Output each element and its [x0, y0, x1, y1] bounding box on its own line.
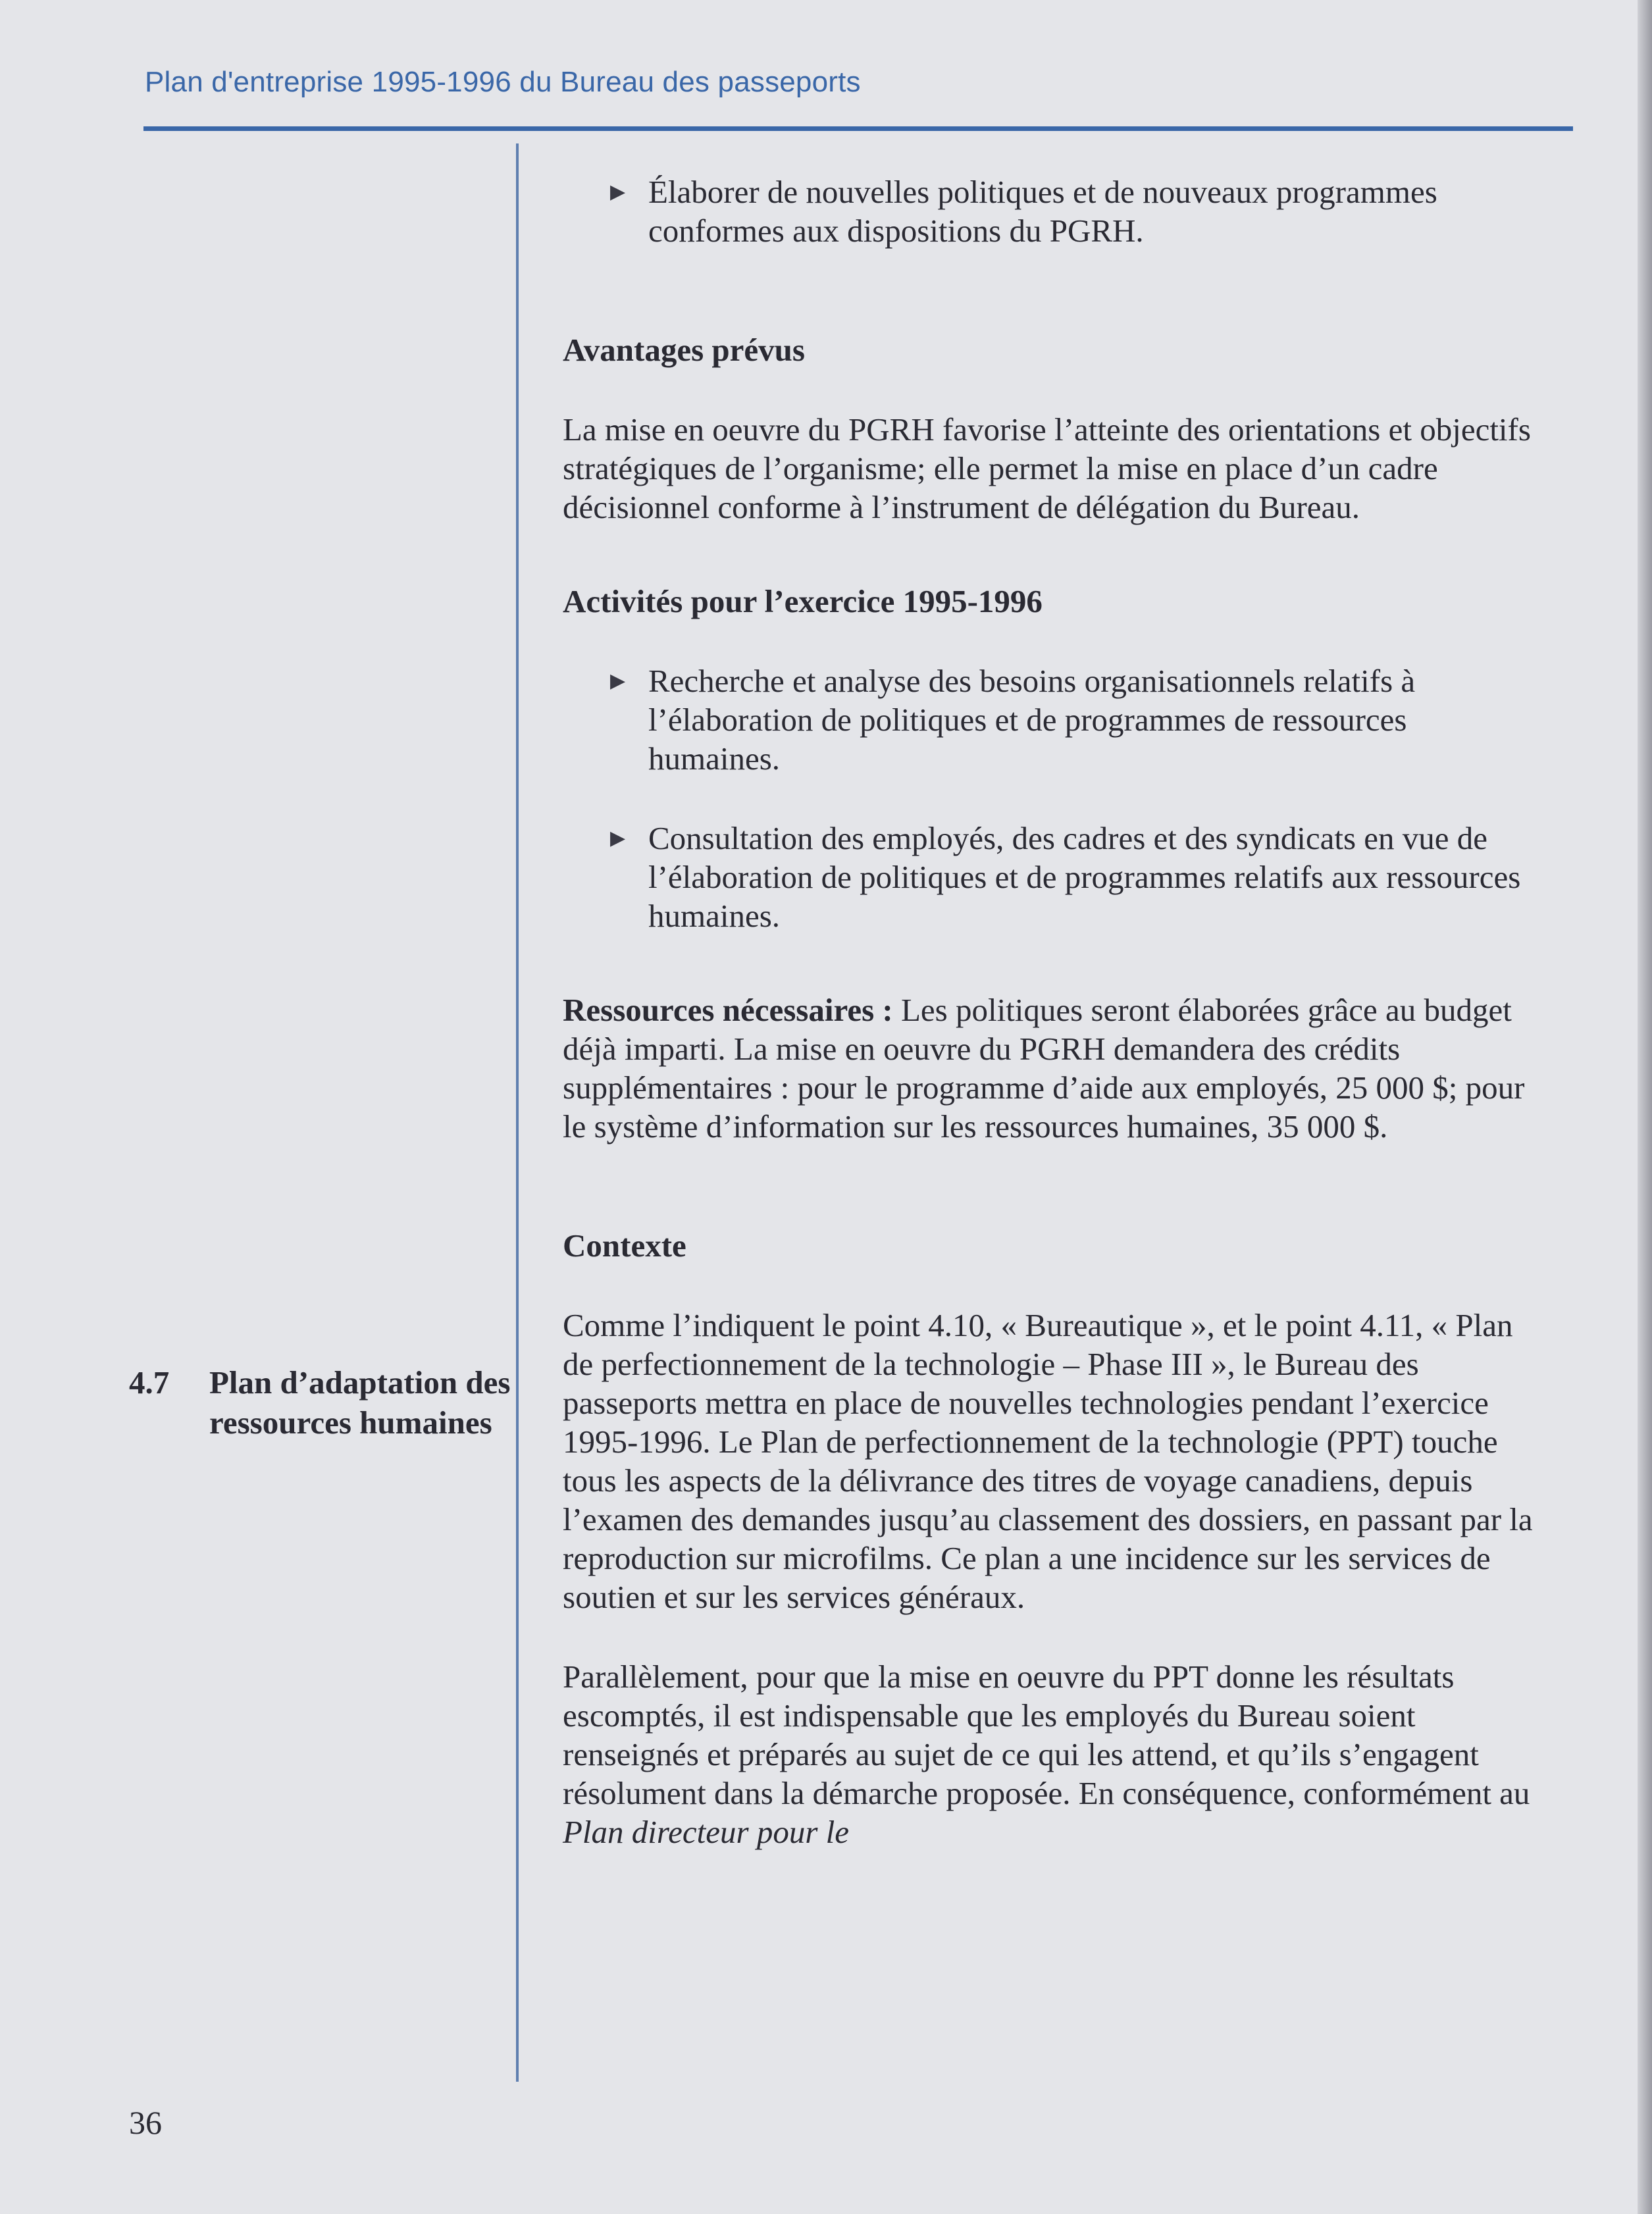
resources-text: Les politiques seront élaborées grâce au budget déjà imparti. La mise en oeuvre du PGRH demandera des crédits supplémentaires : pour le programme d’aide aux employés, 25 000 $; pour le système d’information sur les ressources humaines, 35 000 $.	[563, 992, 1525, 1145]
main-column	[563, 172, 1534, 1851]
context-paragraph: Comme l’indiquent le point 4.10, « Bureautique », et le point 4.11, « Plan de perfectionnement de la technologie – Phase III », le Bureau des passeports mettra en place de nouvelles technologies pendant l’exercice 1995-1996. Le Plan de perfectionnement de la technologie (PPT) touche tous les aspects de la délivrance des titres de voyage canadiens, depuis l’examen des demandes jusqu’au classement des dossiers, en passant par la reproduction sur microfilms. Ce plan a une incidence sur les services de soutien et sur les services généraux.	[563, 1307, 1533, 1615]
triangle-bullet-icon: ▶	[610, 670, 626, 692]
triangle-bullet-icon: ▶	[610, 181, 626, 203]
parallel-text: Parallèlement, pour que la mise en oeuvre du PPT donne les résultats escomptés, il est indispensable que les employés du Bureau soient renseignés et préparés au sujet de ce qui les attend, et qu’ils s’engagent résolument dans la démarche proposée. En conséquence, conformément au	[563, 1659, 1530, 1811]
intro-bullet	[563, 172, 1534, 250]
column-divider	[516, 143, 519, 2082]
triangle-bullet-icon: ▶	[610, 827, 626, 849]
parallel-italic-text: Plan directeur pour le	[563, 1814, 850, 1850]
page-number: 36	[129, 2104, 162, 2141]
running-header-title: Plan d'entreprise 1995-1996 du Bureau des passeports	[145, 66, 861, 98]
intro-bullet-text: Élaborer de nouvelles politiques et de nouveaux programmes conformes aux dispositions du PGRH.	[648, 174, 1437, 249]
parallel-paragraph	[563, 1657, 1534, 1851]
section-number: 4.7	[129, 1364, 170, 1401]
section-title: Plan d’adaptation des ressources humaines	[209, 1364, 511, 1441]
activities-heading: Activités pour l’exercice 1995-1996	[563, 583, 1043, 619]
activity-item-text: Recherche et analyse des besoins organisationnels relatifs à l’élaboration de politiques et de programmes de ressources humaines.	[648, 663, 1416, 777]
activity-item	[563, 661, 1534, 778]
resources-label: Ressources nécessaires :	[563, 992, 893, 1028]
page-edge-shadow	[1638, 0, 1652, 2214]
activity-item	[563, 819, 1534, 935]
context-heading: Contexte	[563, 1227, 686, 1264]
activity-item-text: Consultation des employés, des cadres et des syndicats en vue de l’élaboration de politiques et de programmes relatifs aux ressources humaines.	[648, 820, 1521, 934]
benefits-heading: Avantages prévus	[563, 332, 805, 368]
header-rule	[143, 126, 1573, 131]
benefits-paragraph: La mise en oeuvre du PGRH favorise l’atteinte des orientations et objectifs stratégiques de l’organisme; elle permet la mise en place d’un cadre décisionnel conforme à l’instrument de délégation du Bureau.	[563, 411, 1531, 525]
resources-paragraph	[563, 991, 1534, 1146]
